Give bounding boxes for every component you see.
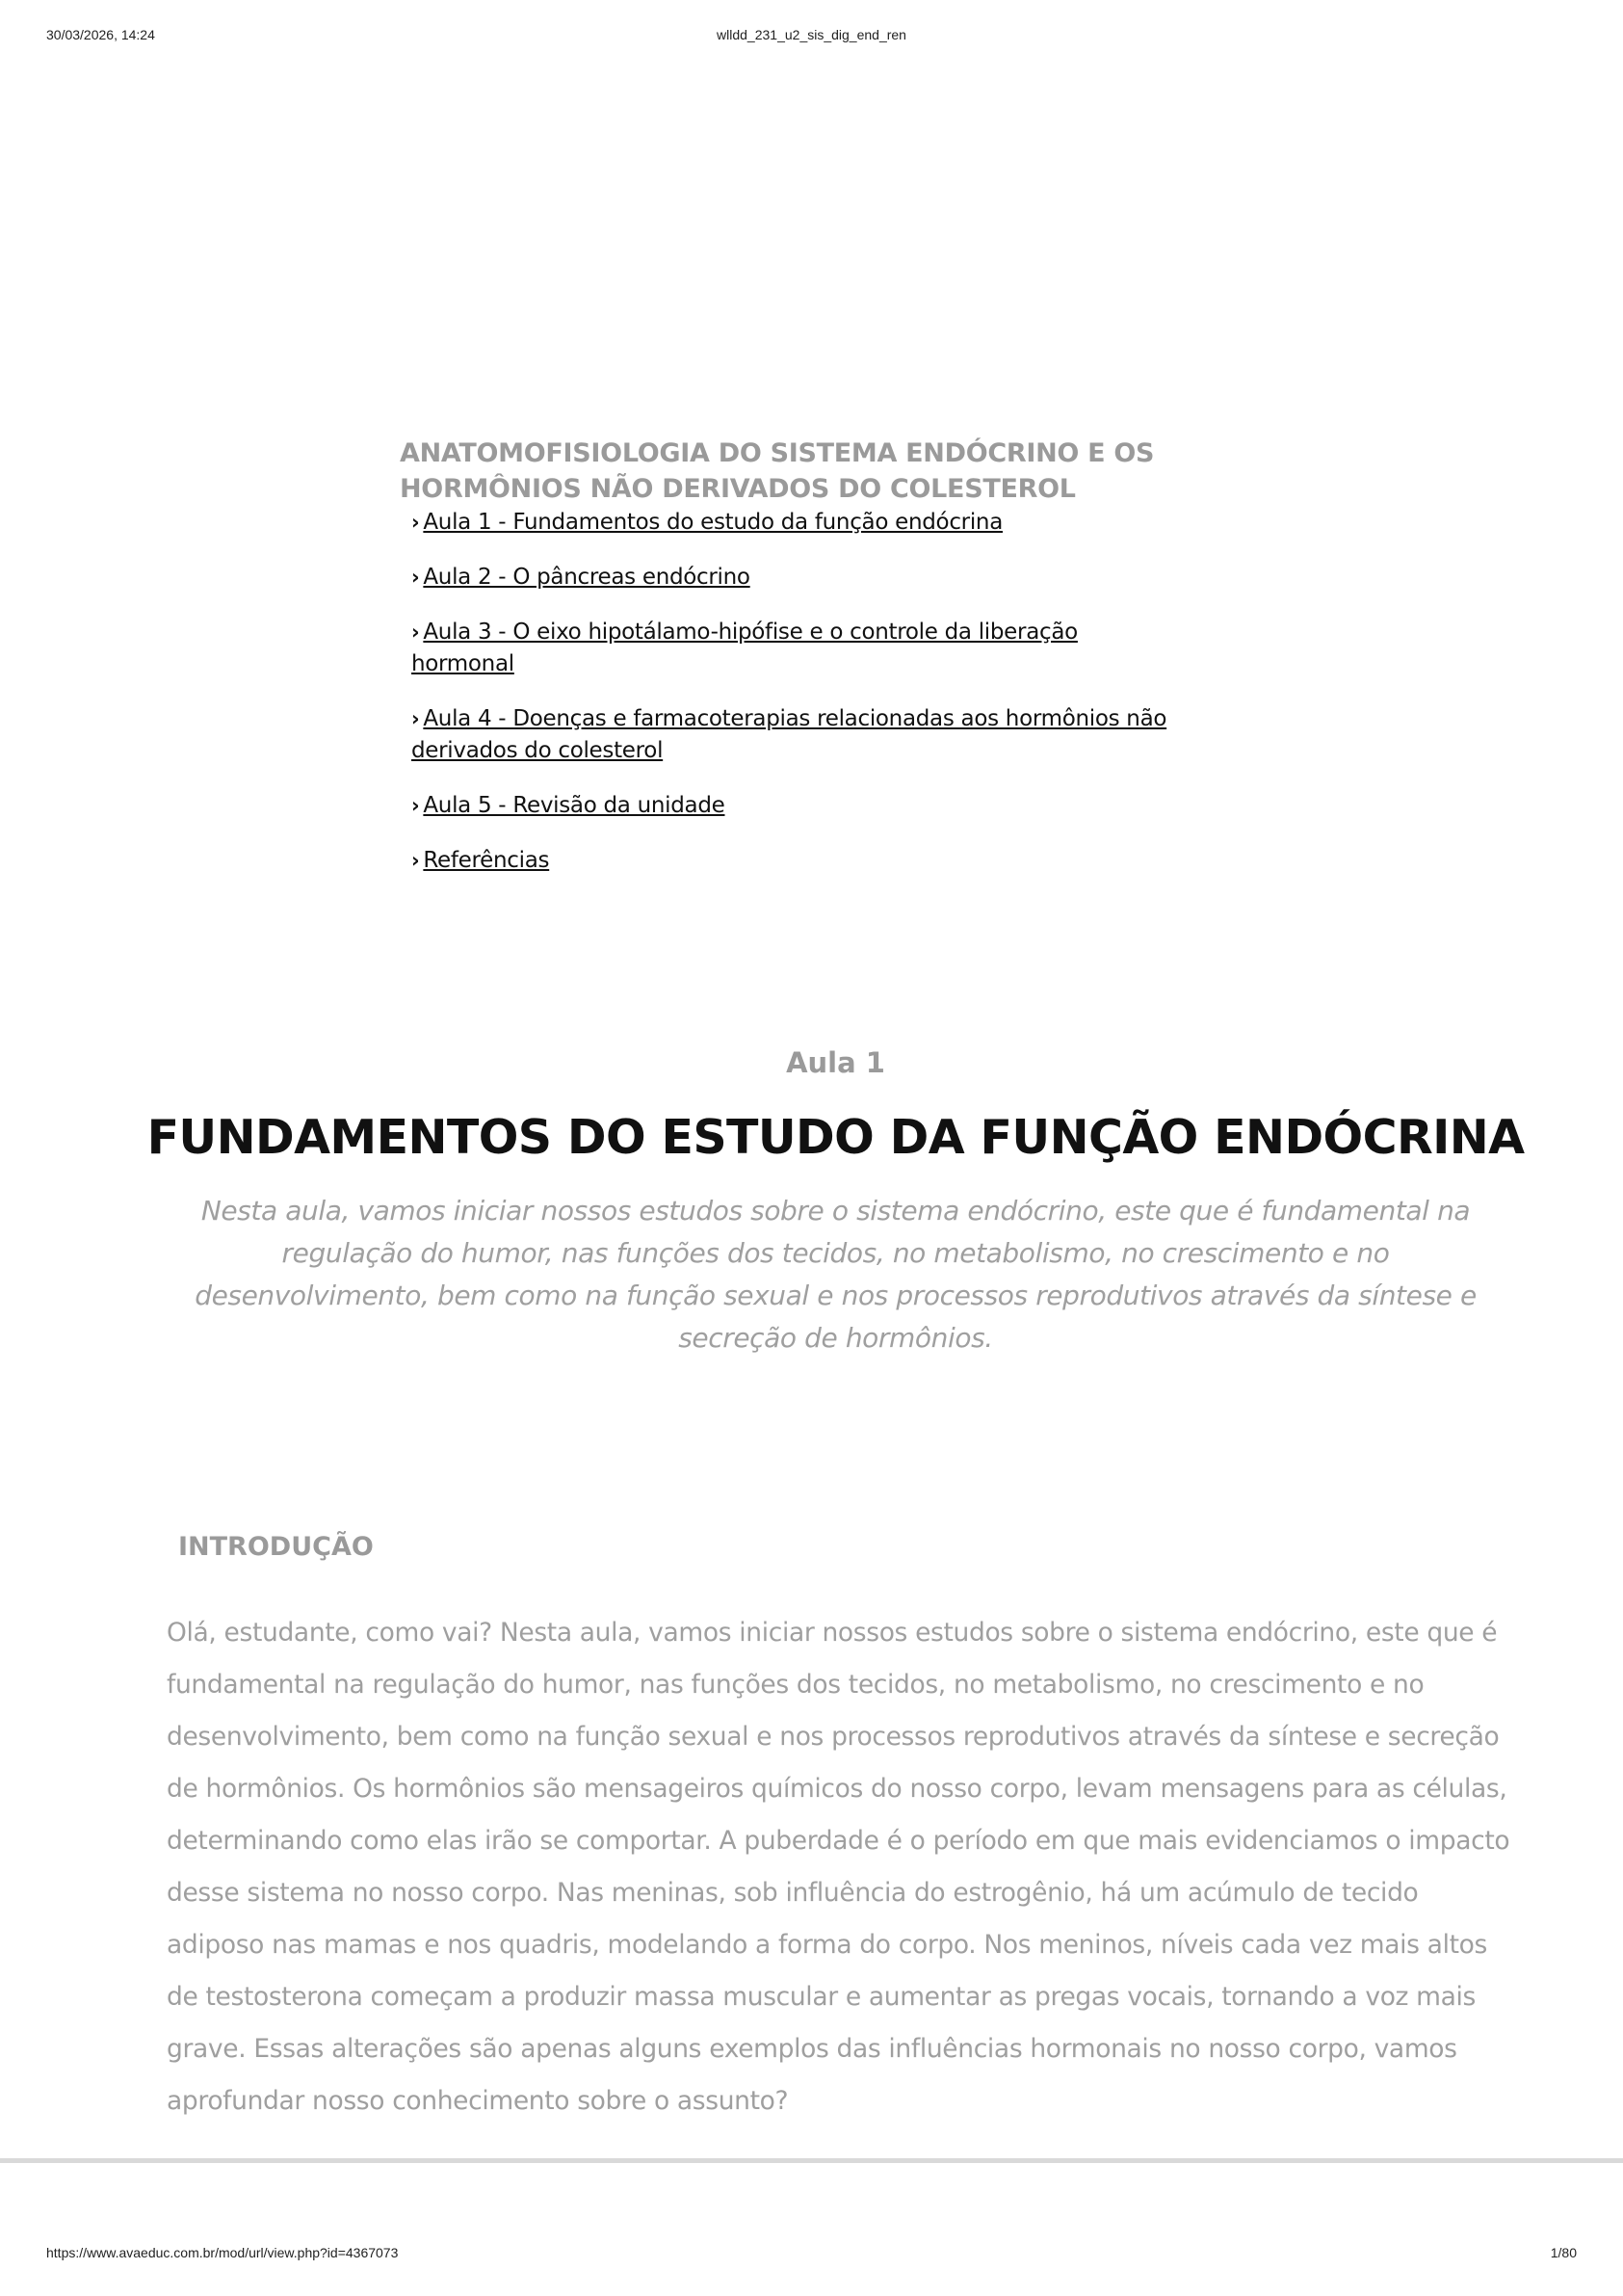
toc-link-aula-1[interactable]: Aula 1 - Fundamentos do estudo da função endócrina (423, 510, 1003, 535)
toc-link-aula-2[interactable]: Aula 2 - O pâncreas endócrino (423, 565, 750, 590)
lesson-title: FUNDAMENTOS DO ESTUDO DA FUNÇÃO ENDÓCRINA (146, 1110, 1525, 1165)
toc-item-aula-5 (411, 790, 1170, 822)
print-date: 30/03/2026, 14:24 (46, 27, 155, 42)
chevron-right-icon: › (411, 511, 420, 534)
chevron-right-icon: › (411, 620, 420, 644)
chevron-right-icon: › (411, 707, 420, 730)
toc-item-aula-4 (411, 703, 1170, 767)
lesson-label: Aula 1 (786, 1046, 885, 1079)
introduction-heading: INTRODUÇÃO (178, 1532, 374, 1562)
introduction-text: Olá, estudante, como vai? Nesta aula, vamos iniciar nossos estudos sobre o sistema endócrino, este que é fundamental na regulação do humor, nas funções dos tecidos, no metabolismo, no crescimento e no desenvolvimento, bem como na função sexual e nos processos reprodutivos através da síntese e secreção de hormônios. Os hormônios são mensageiros químicos do nosso corpo, levam mensagens para as células, determinando como elas irão se comportar. A puberdade é o período em que mais evidenciamos o impacto desse sistema no nosso corpo. Nas meninas, sob influência do estrogênio, há um acúmulo de tecido adiposo nas mamas e nos quadris, modelando a forma do corpo. Nos meninos, níveis cada vez mais altos de testosterona começam a produzir massa muscular e aumentar as pregas vocais, tornando a voz mais grave. Essas alterações são apenas alguns exemplos das influências hormonais no nosso corpo, vamos aprofundar nosso conhecimento sobre o assunto? (167, 1618, 1510, 2116)
toc-item-aula-2 (411, 562, 1170, 594)
print-document-title: wlldd_231_u2_sis_dig_end_ren (717, 27, 906, 42)
toc-link-aula-3[interactable]: Aula 3 - O eixo hipotálamo-hipófise e o controle da liberação hormonal (411, 620, 1078, 676)
page-divider (0, 2158, 1623, 2163)
toc-link-referencias[interactable]: Referências (423, 848, 550, 873)
toc-item-referencias (411, 845, 1170, 877)
chevron-right-icon: › (411, 849, 420, 872)
toc-item-aula-1 (411, 507, 1170, 539)
toc-link-aula-4[interactable]: Aula 4 - Doenças e farmacoterapias relacionadas aos hormônios não derivados do colesterol (411, 706, 1167, 763)
toc-list (400, 507, 1170, 877)
lesson-subtitle: Nesta aula, vamos iniciar nossos estudos sobre o sistema endócrino, este que é fundamental na regulação do humor, nas funções dos tecidos, no metabolismo, no crescimento e no desenvolvimento, bem como na função sexual e nos processos reprodutivos através da síntese e secreção de hormônios. (195, 1195, 1477, 1354)
print-footer (46, 2245, 1577, 2264)
toc-link-aula-5[interactable]: Aula 5 - Revisão da unidade (423, 793, 725, 818)
chevron-right-icon: › (411, 566, 420, 589)
toc-item-aula-3 (411, 617, 1170, 680)
page-number: 1/80 (1550, 2245, 1577, 2260)
chevron-right-icon: › (411, 794, 420, 817)
print-url: https://www.avaeduc.com.br/mod/url/view.php?id=4367073 (46, 2245, 399, 2260)
print-header (46, 27, 1577, 46)
table-of-contents (400, 435, 1170, 900)
toc-heading: ANATOMOFISIOLOGIA DO SISTEMA ENDÓCRINO E OS HORMÔNIOS NÃO DERIVADOS DO COLESTEROL (400, 438, 1155, 504)
